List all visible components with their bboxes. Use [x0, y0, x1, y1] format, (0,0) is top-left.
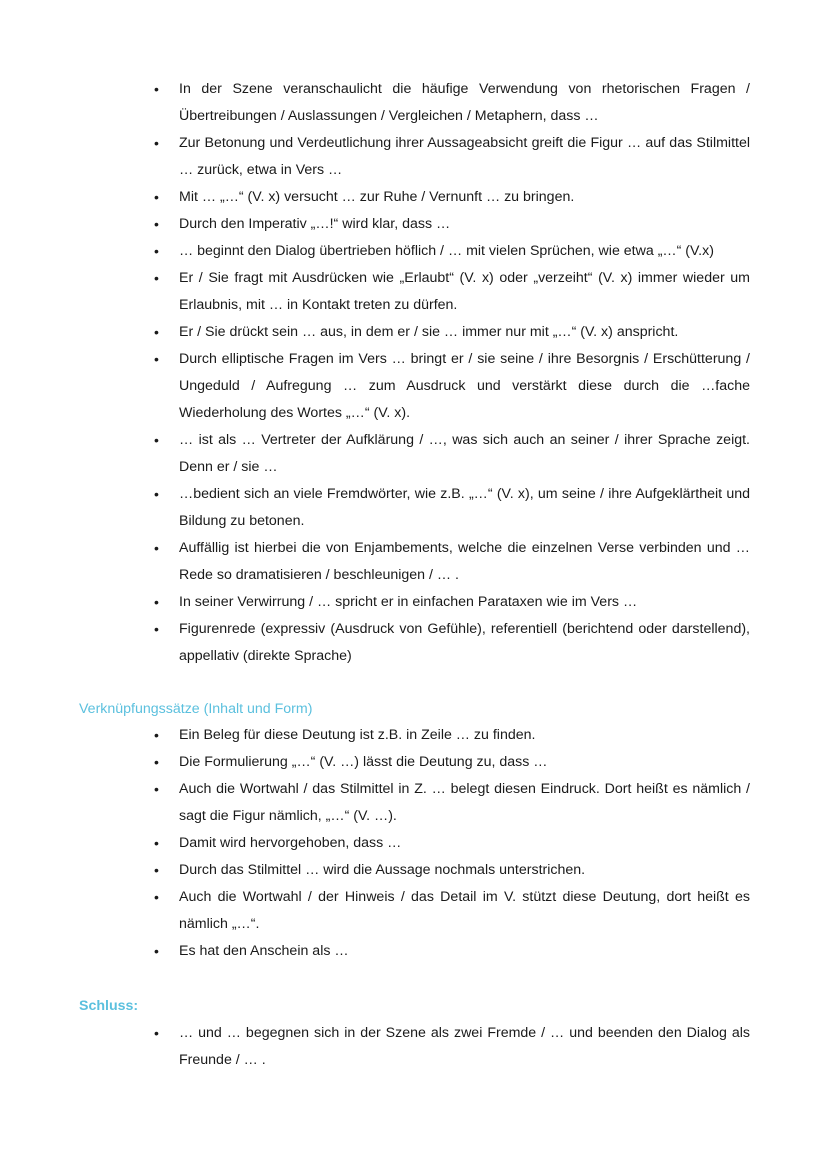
bullet-icon: • — [154, 135, 159, 151]
list-item-text: Durch elliptische Fragen im Vers … bringt er / sie seine / ihre Besorgnis / Erschütterung / Ungeduld / Aufregung … zum Ausdruck und verstärkt diese durch die …fache Wiederholung des Wortes „…“ (V. x). — [179, 351, 750, 421]
bullet-icon: • — [154, 270, 159, 286]
list-item-text: Er / Sie drückt sein … aus, in dem er / sie … immer nur mit „…“ (V. x) anspricht. — [179, 324, 679, 340]
list-item — [150, 857, 750, 884]
list-item-text: Auffällig ist hierbei die von Enjambements, welche die einzelnen Verse verbinden und … Rede so dramatisieren / beschleunigen / … . — [179, 540, 750, 583]
stylistic-phrases-list — [150, 76, 750, 670]
bullet-icon: • — [154, 1025, 159, 1041]
list-item-text: Auch die Wortwahl / der Hinweis / das Detail im V. stützt diese Deutung, dort heißt es nämlich „…“. — [179, 889, 750, 932]
bullet-icon: • — [154, 594, 159, 610]
bullet-icon: • — [154, 889, 159, 905]
list-item — [150, 535, 750, 589]
list-item-text: Damit wird hervorgehoben, dass … — [179, 835, 402, 851]
bullet-icon: • — [154, 943, 159, 959]
bullet-icon: • — [154, 781, 159, 797]
list-item — [150, 211, 750, 238]
list-item — [150, 319, 750, 346]
list-item-text: Er / Sie fragt mit Ausdrücken wie „Erlaubt“ (V. x) oder „verzeiht“ (V. x) immer wieder um Erlaubnis, mit … in Kontakt treten zu dürfen. — [179, 270, 750, 313]
list-item — [150, 265, 750, 319]
bullet-icon: • — [154, 324, 159, 340]
list-item — [150, 884, 750, 938]
list-item-text: Es hat den Anschein als … — [179, 943, 349, 959]
list-item-text: Auch die Wortwahl / das Stilmittel in Z. … belegt diesen Eindruck. Dort heißt es nämlich / sagt die Figur nämlich, „…“ (V. …). — [179, 781, 750, 824]
list-item — [150, 938, 750, 965]
bullet-icon: • — [154, 243, 159, 259]
linking-sentences-list — [150, 722, 750, 965]
list-item — [150, 1020, 750, 1074]
list-item — [150, 481, 750, 535]
list-item-text: Mit … „…“ (V. x) versucht … zur Ruhe / Vernunft … zu bringen. — [179, 189, 575, 205]
list-item-text: Durch den Imperativ „…!“ wird klar, dass … — [179, 216, 451, 232]
bullet-icon: • — [154, 862, 159, 878]
bullet-icon: • — [154, 540, 159, 556]
list-item — [150, 749, 750, 776]
bullet-icon: • — [154, 189, 159, 205]
list-item-text: …bedient sich an viele Fremdwörter, wie z.B. „…“ (V. x), um seine / ihre Aufgeklärtheit und Bildung zu betonen. — [179, 486, 750, 529]
list-item — [150, 76, 750, 130]
list-item-text: … beginnt den Dialog übertrieben höflich / … mit vielen Sprüchen, wie etwa „…“ (V.x) — [179, 243, 714, 259]
bullet-icon: • — [154, 727, 159, 743]
list-item — [150, 238, 750, 265]
list-item — [150, 722, 750, 749]
bullet-icon: • — [154, 216, 159, 232]
list-item — [150, 427, 750, 481]
list-item — [150, 130, 750, 184]
bullet-icon: • — [154, 835, 159, 851]
bullet-icon: • — [154, 81, 159, 97]
bullet-icon: • — [154, 351, 159, 367]
list-item — [150, 776, 750, 830]
conclusion-list — [150, 1020, 750, 1074]
list-item-text: In seiner Verwirrung / … spricht er in einfachen Parataxen wie im Vers … — [179, 594, 638, 610]
list-item-text: Die Formulierung „…“ (V. …) lässt die Deutung zu, dass … — [179, 754, 548, 770]
list-item-text: Figurenrede (expressiv (Ausdruck von Gefühle), referentiell (berichtend oder darstellend), appellativ (direkte Sprache) — [179, 621, 750, 664]
list-item-text: Zur Betonung und Verdeutlichung ihrer Aussageabsicht greift die Figur … auf das Stilmittel … zurück, etwa in Vers … — [179, 135, 750, 178]
list-item — [150, 616, 750, 670]
bullet-icon: • — [154, 754, 159, 770]
section-heading-verknuepfungssaetze: Verknüpfungssätze (Inhalt und Form) — [79, 701, 313, 717]
bullet-icon: • — [154, 432, 159, 448]
section-heading-schluss: Schluss: — [79, 998, 139, 1014]
list-item-text: Durch das Stilmittel … wird die Aussage nochmals unterstrichen. — [179, 862, 586, 878]
list-item — [150, 830, 750, 857]
list-item — [150, 589, 750, 616]
list-item — [150, 346, 750, 427]
list-item-text: In der Szene veranschaulicht die häufige Verwendung von rhetorischen Fragen / Übertreibungen / Auslassungen / Vergleichen / Metaphern, dass … — [179, 81, 750, 124]
bullet-icon: • — [154, 486, 159, 502]
list-item-text: … und … begegnen sich in der Szene als zwei Fremde / … und beenden den Dialog als Freunde / … . — [179, 1025, 750, 1068]
list-item-text: Ein Beleg für diese Deutung ist z.B. in Zeile … zu finden. — [179, 727, 536, 743]
bullet-icon: • — [154, 621, 159, 637]
list-item — [150, 184, 750, 211]
list-item-text: … ist als … Vertreter der Aufklärung / …, was sich auch an seiner / ihrer Sprache zeigt. Denn er / sie … — [179, 432, 750, 475]
